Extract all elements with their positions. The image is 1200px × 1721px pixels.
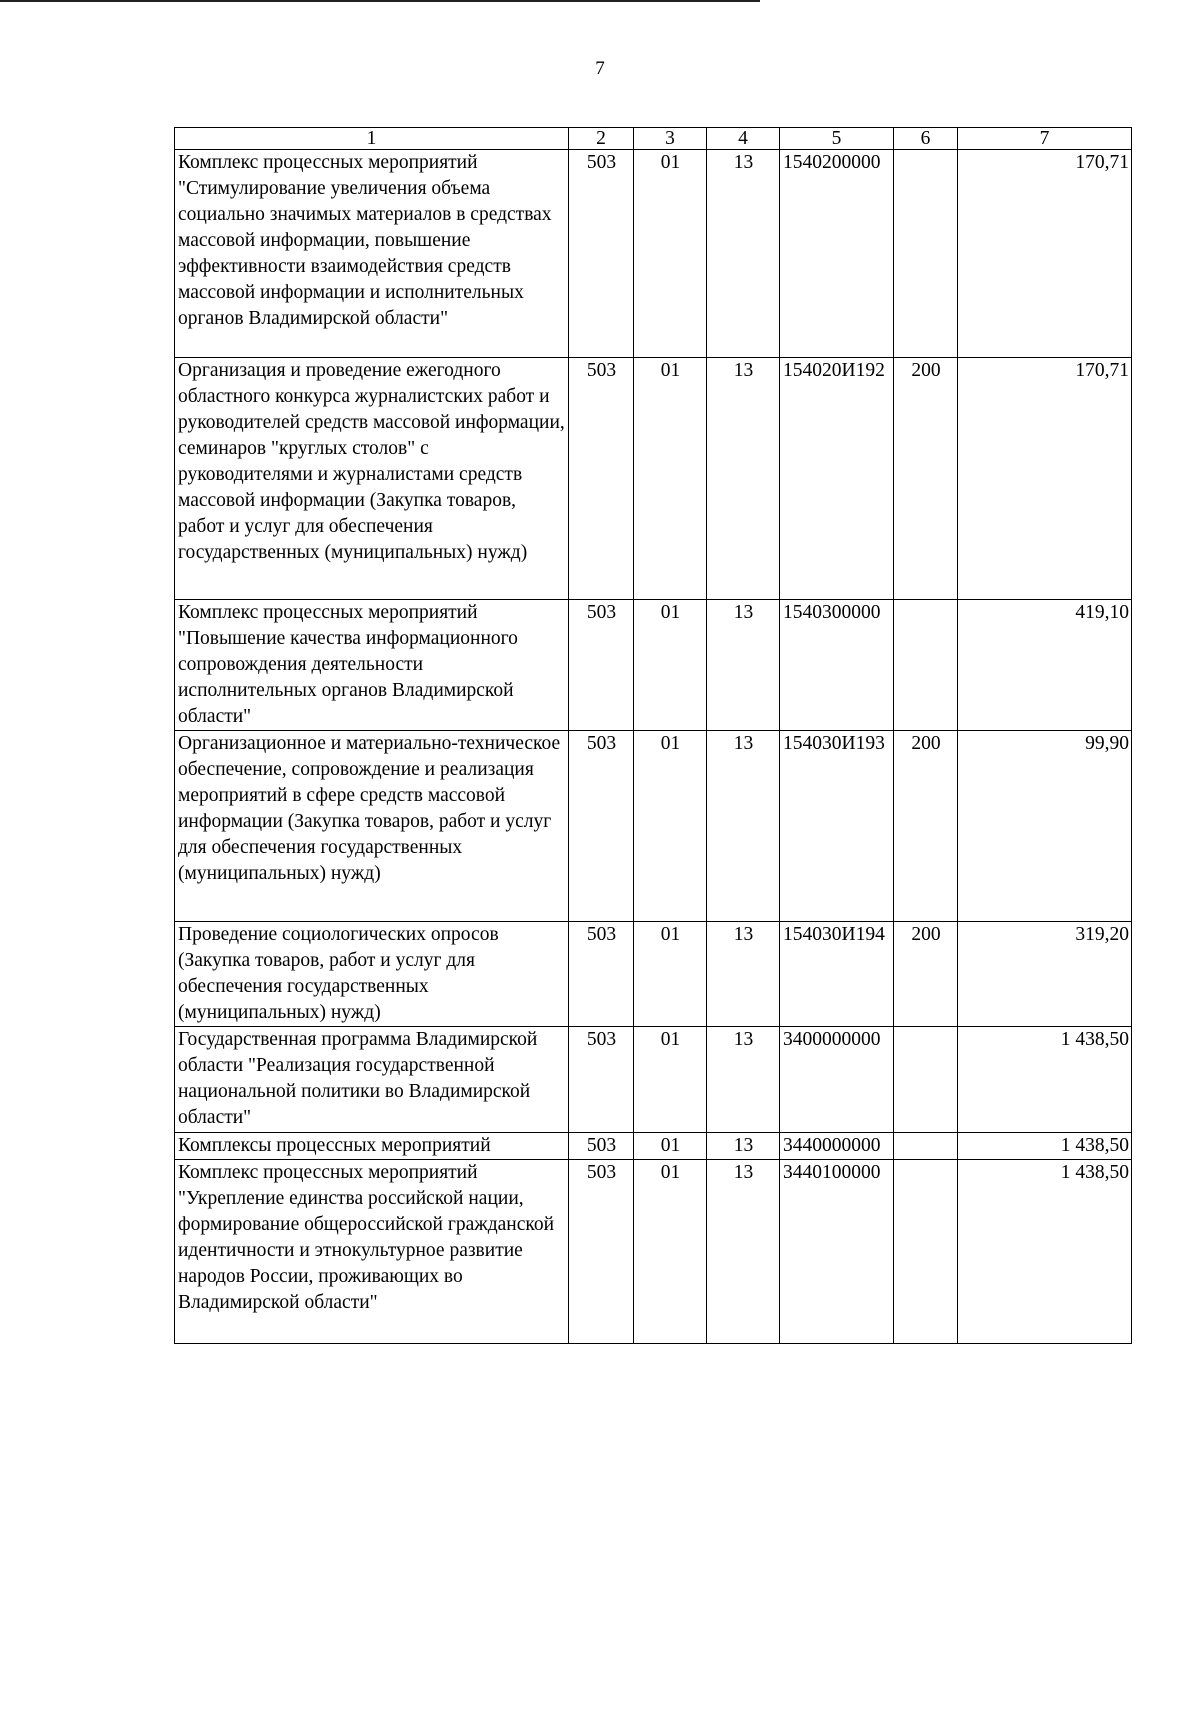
row-vr: 200 [894, 922, 958, 1027]
row-name: Комплекс процессных мероприятий "Повышение качества информационного сопровождения деятельности исполнительных органов Владимирской области" [175, 600, 569, 731]
row-ved: 503 [569, 1133, 634, 1160]
row-name: Проведение социологических опросов (Закупка товаров, работ и услуг для обеспечения государственных (муниципальных) нужд) [175, 922, 569, 1027]
scan-edge-line [0, 0, 760, 2]
row-pr: 13 [707, 150, 780, 358]
row-vr [894, 600, 958, 731]
row-sum: 170,71 [958, 358, 1132, 600]
table-row [175, 358, 1132, 600]
row-pr: 13 [707, 731, 780, 922]
row-vr: 200 [894, 358, 958, 600]
table-header-row [175, 128, 1132, 150]
row-rz: 01 [634, 358, 707, 600]
row-name: Организация и проведение ежегодного областного конкурса журналистских работ и руководителей средств массовой информации, семинаров "круглых столов" с руководителями и журналистами средств массовой информации (Закупка товаров, работ и услуг для обеспечения государственных (муниципальных) нужд) [175, 358, 569, 600]
row-ved: 503 [569, 1027, 634, 1133]
column-header: 1 [175, 128, 569, 150]
row-ved: 503 [569, 150, 634, 358]
row-pr: 13 [707, 600, 780, 731]
row-sum: 170,71 [958, 150, 1132, 358]
row-sum: 319,20 [958, 922, 1132, 1027]
row-csr: 1540200000 [780, 150, 894, 358]
row-vr [894, 1160, 958, 1344]
row-vr [894, 1133, 958, 1160]
budget-table [174, 127, 1132, 1344]
row-sum: 1 438,50 [958, 1133, 1132, 1160]
row-rz: 01 [634, 731, 707, 922]
table-row [175, 600, 1132, 731]
row-rz: 01 [634, 922, 707, 1027]
row-ved: 503 [569, 922, 634, 1027]
row-rz: 01 [634, 600, 707, 731]
column-header: 3 [634, 128, 707, 150]
row-vr: 200 [894, 731, 958, 922]
row-csr: 154030И193 [780, 731, 894, 922]
row-sum: 99,90 [958, 731, 1132, 922]
row-csr: 154020И192 [780, 358, 894, 600]
row-rz: 01 [634, 150, 707, 358]
row-csr: 154030И194 [780, 922, 894, 1027]
table-row [175, 1133, 1132, 1160]
row-name: Комплекс процессных мероприятий "Стимулирование увеличения объема социально значимых материалов в средствах массовой информации, повышение эффективности взаимодействия средств массовой информации и исполнительных органов Владимирской области" [175, 150, 569, 358]
column-header: 4 [707, 128, 780, 150]
table-row [175, 150, 1132, 358]
row-rz: 01 [634, 1133, 707, 1160]
row-vr [894, 150, 958, 358]
page-number: 7 [595, 58, 605, 79]
table-row [175, 731, 1132, 922]
row-csr: 3440000000 [780, 1133, 894, 1160]
row-csr: 3400000000 [780, 1027, 894, 1133]
row-ved: 503 [569, 1160, 634, 1344]
row-pr: 13 [707, 922, 780, 1027]
row-name: Организационное и материально-техническое обеспечение, сопровождение и реализация мероприятий в сфере средств массовой информации (Закупка товаров, работ и услуг для обеспечения государственных (муниципальных) нужд) [175, 731, 569, 922]
row-pr: 13 [707, 1133, 780, 1160]
row-sum: 1 438,50 [958, 1160, 1132, 1344]
row-name: Комплексы процессных мероприятий [175, 1133, 569, 1160]
row-pr: 13 [707, 1027, 780, 1133]
table-row [175, 1160, 1132, 1344]
row-rz: 01 [634, 1027, 707, 1133]
row-pr: 13 [707, 358, 780, 600]
table-row [175, 922, 1132, 1027]
row-vr [894, 1027, 958, 1133]
column-header: 7 [958, 128, 1132, 150]
row-rz: 01 [634, 1160, 707, 1344]
row-csr: 3440100000 [780, 1160, 894, 1344]
row-name: Комплекс процессных мероприятий "Укрепление единства российской нации, формирование общероссийской гражданской идентичности и этнокультурное развитие народов России, проживающих во Владимирской области" [175, 1160, 569, 1344]
row-sum: 419,10 [958, 600, 1132, 731]
column-header: 6 [894, 128, 958, 150]
table-row [175, 1027, 1132, 1133]
row-sum: 1 438,50 [958, 1027, 1132, 1133]
column-header: 5 [780, 128, 894, 150]
column-header: 2 [569, 128, 634, 150]
row-pr: 13 [707, 1160, 780, 1344]
row-name: Государственная программа Владимирской области "Реализация государственной национальной политики во Владимирской области" [175, 1027, 569, 1133]
row-ved: 503 [569, 731, 634, 922]
row-ved: 503 [569, 358, 634, 600]
row-ved: 503 [569, 600, 634, 731]
row-csr: 1540300000 [780, 600, 894, 731]
